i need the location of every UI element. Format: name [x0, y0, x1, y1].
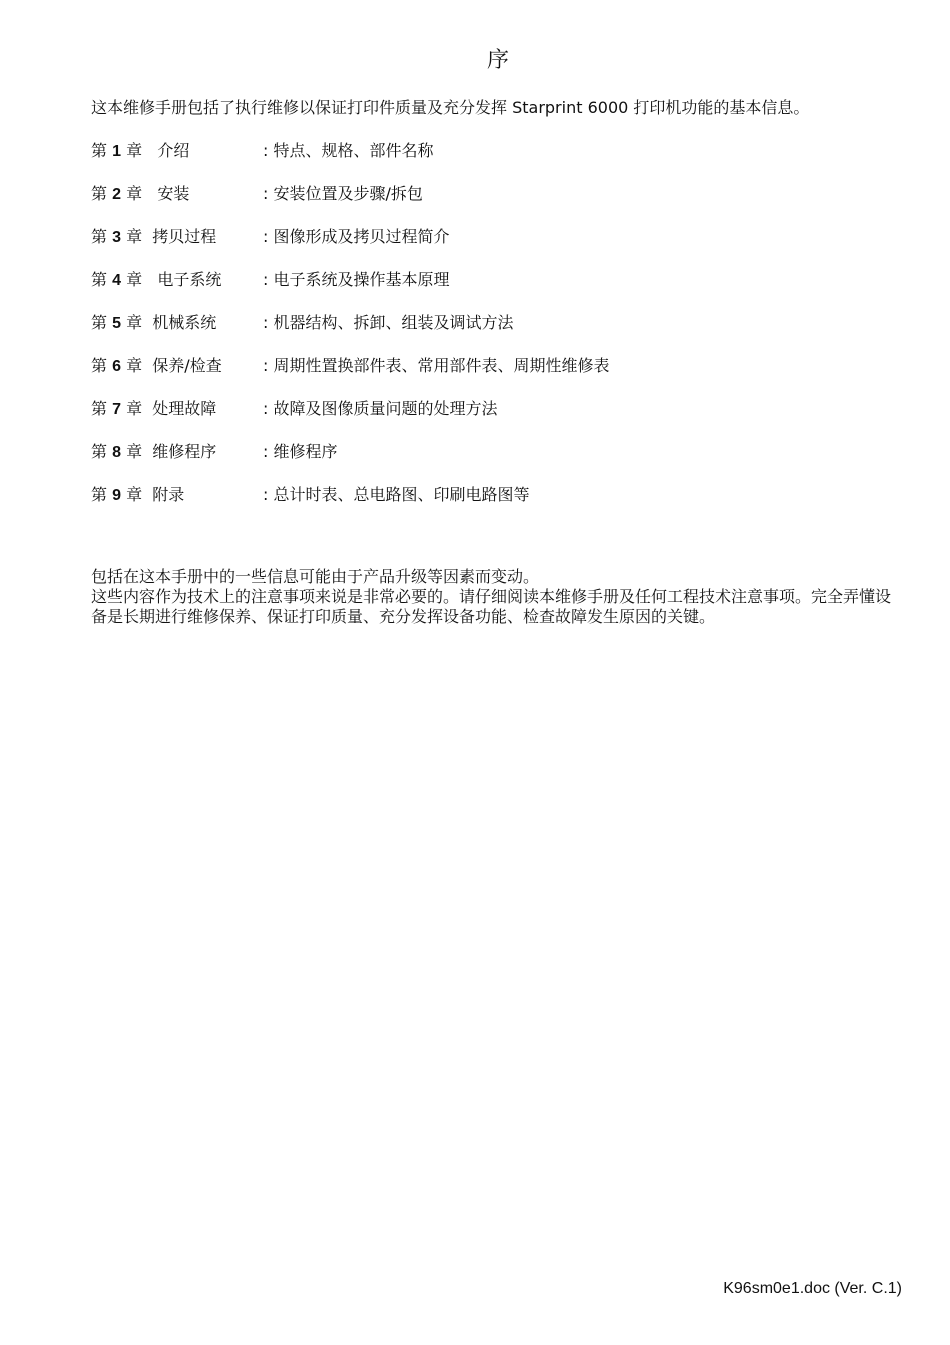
chapter-suffix: 章	[126, 227, 143, 246]
chapter-description: : 图像形成及拷贝过程简介	[263, 227, 450, 246]
chapter-description: : 电子系统及操作基本原理	[263, 270, 450, 289]
chapter-item	[91, 140, 921, 183]
chapter-heading	[91, 183, 189, 206]
chapter-description: : 机器结构、拆卸、组装及调试方法	[263, 313, 514, 332]
chapter-description: : 周期性置换部件表、常用部件表、周期性维修表	[263, 356, 610, 375]
chapter-item	[91, 355, 921, 398]
chapter-heading	[91, 269, 221, 292]
chapter-suffix: 章	[126, 442, 143, 461]
chapter-list	[91, 140, 921, 527]
chapter-number: 5	[112, 315, 122, 332]
chapter-number: 3	[112, 229, 122, 246]
chapter-number: 7	[112, 401, 122, 418]
chapter-description: : 安装位置及步骤/拆包	[263, 184, 423, 203]
chapter-number: 4	[112, 272, 122, 289]
chapter-name: 拷贝过程	[152, 227, 217, 246]
chapter-name: 处理故障	[152, 399, 217, 418]
chapter-name: 电子系统	[157, 270, 222, 289]
chapter-name: 安装	[157, 184, 190, 203]
chapter-description: : 总计时表、总电路图、印刷电路图等	[263, 485, 530, 504]
chapter-suffix: 章	[126, 270, 143, 289]
chapter-prefix: 第	[91, 184, 108, 203]
chapter-suffix: 章	[126, 313, 143, 332]
chapter-number: 9	[112, 487, 122, 504]
chapter-prefix: 第	[91, 442, 108, 461]
chapter-item	[91, 398, 921, 441]
notes-paragraph: 这些内容作为技术上的注意事项来说是非常必要的。请仔细阅读本维修手册及任何工程技术注意事项。完全弄懂设备是长期进行维修保养、保证打印质量、充分发挥设备功能、检查故障发生原因的关键。	[91, 587, 892, 626]
chapter-number: 1	[112, 143, 122, 160]
chapter-suffix: 章	[126, 399, 143, 418]
chapter-heading	[91, 398, 216, 421]
chapter-name: 维修程序	[152, 442, 217, 461]
chapter-heading	[91, 226, 216, 249]
chapter-heading	[91, 140, 189, 163]
chapter-heading	[91, 441, 216, 464]
chapter-suffix: 章	[126, 141, 143, 160]
chapter-prefix: 第	[91, 485, 108, 504]
chapter-item	[91, 441, 921, 484]
chapter-prefix: 第	[91, 141, 108, 160]
chapter-item	[91, 183, 921, 226]
document-footer: K96sm0e1.doc (Ver. C.1)	[723, 1280, 902, 1297]
chapter-name: 附录	[152, 485, 185, 504]
chapter-heading	[91, 312, 216, 335]
chapter-item	[91, 312, 921, 355]
chapter-number: 2	[112, 186, 122, 203]
chapter-prefix: 第	[91, 227, 108, 246]
chapter-heading	[91, 484, 184, 507]
chapter-heading	[91, 355, 222, 378]
chapter-suffix: 章	[126, 184, 143, 203]
chapter-prefix: 第	[91, 313, 108, 332]
chapter-name: 机械系统	[152, 313, 217, 332]
chapter-item	[91, 269, 921, 312]
chapter-name: 介绍	[157, 141, 190, 160]
chapter-suffix: 章	[126, 485, 143, 504]
chapter-prefix: 第	[91, 399, 108, 418]
chapter-prefix: 第	[91, 356, 108, 375]
notes-paragraph: 包括在这本手册中的一些信息可能由于产品升级等因素而变动。	[91, 567, 540, 586]
chapter-prefix: 第	[91, 270, 108, 289]
notes-section	[91, 567, 901, 627]
chapter-item	[91, 226, 921, 269]
chapter-number: 8	[112, 444, 122, 461]
chapter-description: : 故障及图像质量问题的处理方法	[263, 399, 498, 418]
chapter-suffix: 章	[126, 356, 143, 375]
chapter-description: : 维修程序	[263, 442, 338, 461]
chapter-description: : 特点、规格、部件名称	[263, 141, 434, 160]
chapter-name: 保养/检查	[152, 356, 222, 375]
chapter-number: 6	[112, 358, 122, 375]
intro-paragraph: 这本维修手册包括了执行维修以保证打印件质量及充分发挥 Starprint 6000 打印机功能的基本信息。	[91, 98, 810, 117]
page-title: 序	[486, 48, 509, 73]
chapter-item	[91, 484, 921, 527]
